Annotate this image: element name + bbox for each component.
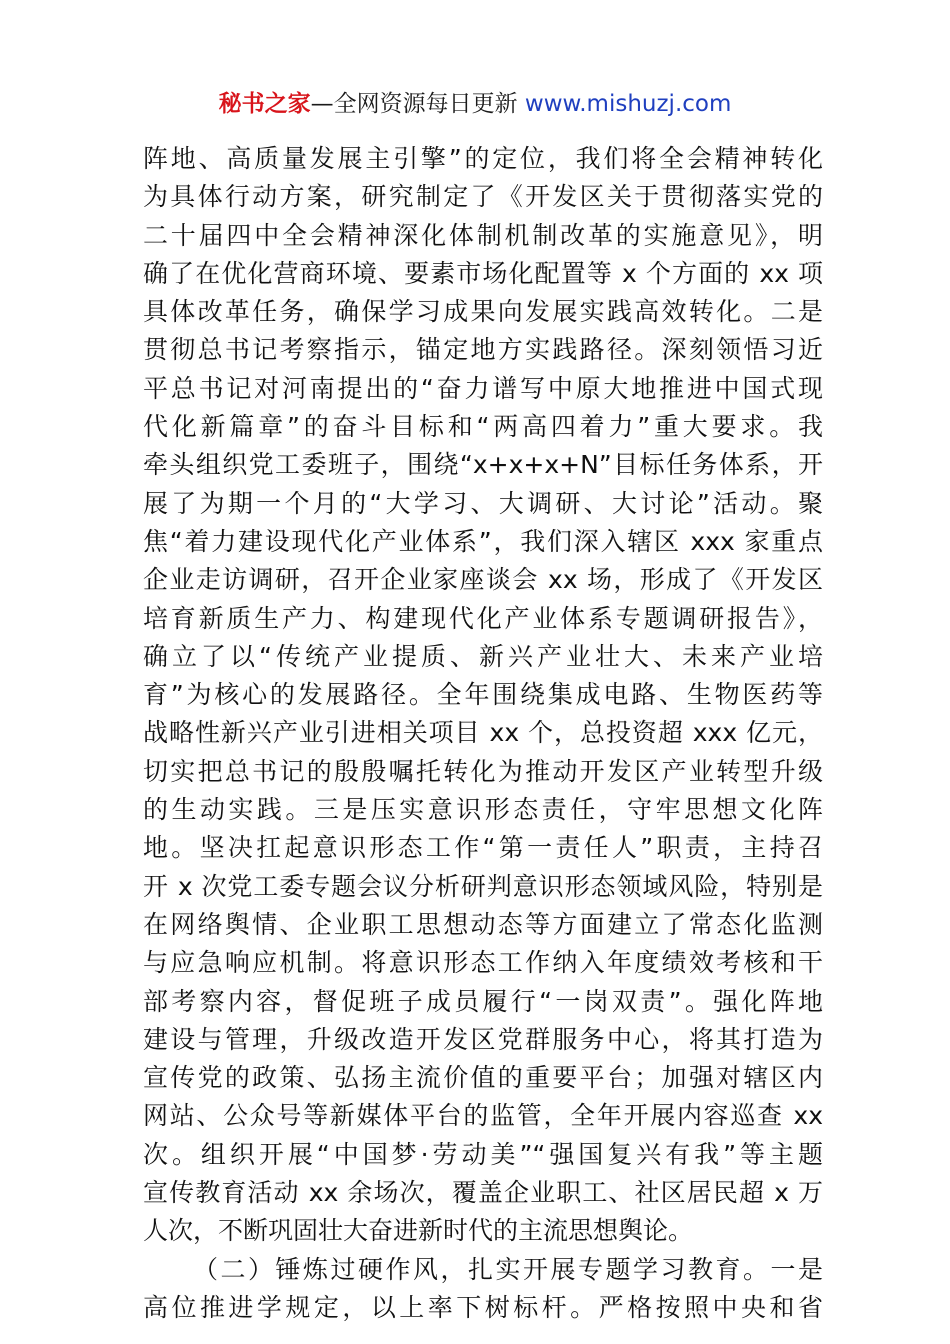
site-url-link[interactable]: www.mishuzj.com [524,91,732,117]
text-line: 确了在优化营商环境、要素市场化配置等 x 个方面的 xx 项 [143,258,823,288]
document-body [143,140,823,1327]
text-line: 代化新篇章”的奋斗目标和“两高四着力”重大要求。我 [143,412,823,442]
text-line: 阵地、高质量发展主引擎”的定位，我们将全会精神转化 [143,144,823,173]
text-line: 网站、公众号等新媒体平台的监管，全年开展内容巡查 xx [143,1101,823,1131]
text-line: 开 x 次党工委专题会议分析研判意识形态领域风险，特别是 [143,871,823,901]
text-line: 培育新质生产力、构建现代化产业体系专题调研报告》， [143,603,823,633]
text-line: 牵头组织党工委班子，围绕“x+x+x+N”目标任务体系，开 [143,450,823,480]
text-line: 地。坚决扛起意识形态工作“第一责任人”职责，主持召 [143,833,823,863]
text-line: 展了为期一个月的“大学习、大调研、大讨论”活动。聚 [143,488,823,518]
text-line: 育”为核心的发展路径。全年围绕集成电路、生物医药等 [143,680,823,710]
text-line: 切实把总书记的殷殷嘱托转化为推动开发区产业转型升级 [143,756,823,786]
text-line: 平总书记对河南提出的“奋力谱写中原大地推进中国式现 [143,373,823,403]
site-tagline: —全网资源每日更新 [310,91,518,117]
site-brand: 秘书之家 [218,91,311,117]
text-line: 具体改革任务，确保学习成果向发展实践高效转化。二是 [143,297,823,327]
text-line: 高位推进学规定，以上率下树标杆。严格按照中央和省 [143,1292,823,1322]
text-line: 战略性新兴产业引进相关项目 xx 个，总投资超 xxx 亿元， [143,718,823,748]
section-heading-line: （二）锤炼过硬作风，扎实开展专题学习教育。一是 [193,1254,823,1284]
text-line: 企业走访调研，召开企业家座谈会 xx 场，形成了《开发区 [143,565,823,595]
text-line: 二十届四中全会精神深化体制机制改革的实施意见》，明 [143,220,823,250]
site-header [0,88,950,120]
text-line: 次。组织开展“中国梦·劳动美”“强国复兴有我”等主题 [143,1139,823,1169]
text-line: 为具体行动方案，研究制定了《开发区关于贯彻落实党的 [143,182,823,212]
text-line: 贯彻总书记考察指示，锚定地方实践路径。深刻领悟习近 [143,335,823,365]
text-line: 焦“着力建设现代化产业体系”，我们深入辖区 xxx 家重点 [143,526,823,556]
paragraph-end-line: 人次，不断巩固壮大奋进新时代的主流思想舆论。 [143,1216,694,1246]
text-line: 宣传教育活动 xx 余场次，覆盖企业职工、社区居民超 x 万 [143,1178,823,1208]
text-line: 确立了以“传统产业提质、新兴产业壮大、未来产业培 [143,641,823,671]
text-line: 建设与管理，升级改造开发区党群服务中心，将其打造为 [143,1024,823,1054]
text-line: 的生动实践。三是压实意识形态责任，守牢思想文化阵 [143,795,823,825]
text-line: 宣传党的政策、弘扬主流价值的重要平台；加强对辖区内 [143,1063,823,1093]
text-line: 在网络舆情、企业职工思想动态等方面建立了常态化监测 [143,909,823,939]
text-line: 部考察内容，督促班子成员履行“一岗双责”。强化阵地 [143,986,823,1016]
text-line: 与应急响应机制。将意识形态工作纳入年度绩效考核和干 [143,948,823,978]
